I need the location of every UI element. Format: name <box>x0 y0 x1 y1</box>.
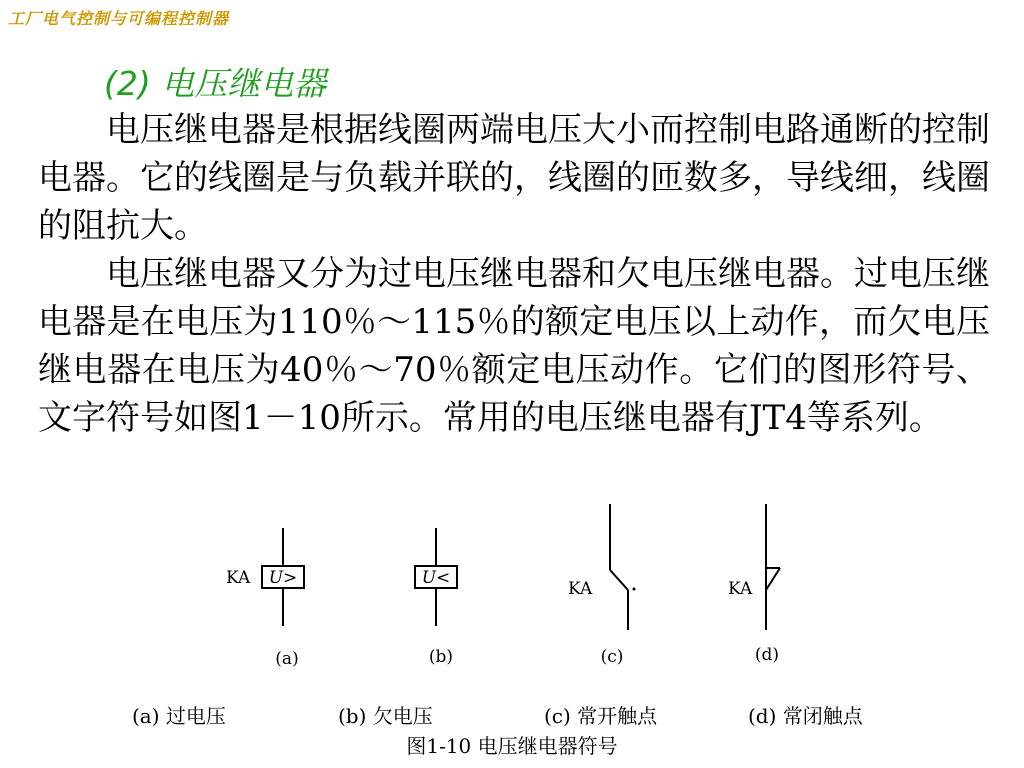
paragraph-1: 电压继电器是根据线圈两端电压大小而控制电路通断的控制电器。它的线圈是与负载并联的，线圈的匝数多，导线细，线圈的阻抗大。 <box>38 110 990 246</box>
symbol-a-letter: (a) <box>275 649 299 669</box>
symbol-c-label: KA <box>568 579 593 599</box>
symbol-a-box-text: U> <box>268 568 298 588</box>
figure-title: 图1-10 电压继电器符号 <box>406 734 618 758</box>
symbol-d-blade <box>766 568 780 590</box>
caption-c: (c) 常开触点 <box>544 704 658 728</box>
body-text <box>38 106 990 442</box>
relay-symbols-figure <box>200 498 820 684</box>
paragraph-2: 电压继电器又分为过电压继电器和欠电压继电器。过电压继电器是在电压为110％～115％的额定电压以上动作，而欠电压继电器在电压为40％～70％额定电压动作。它们的图形符号、文字符号如图1－10所示。常用的电压继电器有JT4等系列。 <box>38 254 990 438</box>
caption-a: (a) 过电压 <box>132 704 226 728</box>
symbol-d-label: KA <box>728 579 753 599</box>
symbol-d-letter: (d) <box>754 645 780 665</box>
caption-d: (d) 常闭触点 <box>748 704 863 728</box>
symbol-a-label: KA <box>226 568 251 588</box>
symbol-b-box-text: U< <box>421 568 451 588</box>
symbol-c-dot <box>633 588 636 591</box>
figure-captions <box>0 700 1024 728</box>
symbol-c-blade <box>610 570 628 590</box>
relay-symbols-svg <box>200 498 820 684</box>
caption-b: (b) 欠电压 <box>338 704 433 728</box>
symbol-c-letter: (c) <box>600 647 624 667</box>
section-title: (2) 电压继电器 <box>104 64 327 103</box>
course-header: 工厂电气控制与可编程控制器 <box>8 9 230 28</box>
symbol-b-letter: (b) <box>428 647 454 667</box>
